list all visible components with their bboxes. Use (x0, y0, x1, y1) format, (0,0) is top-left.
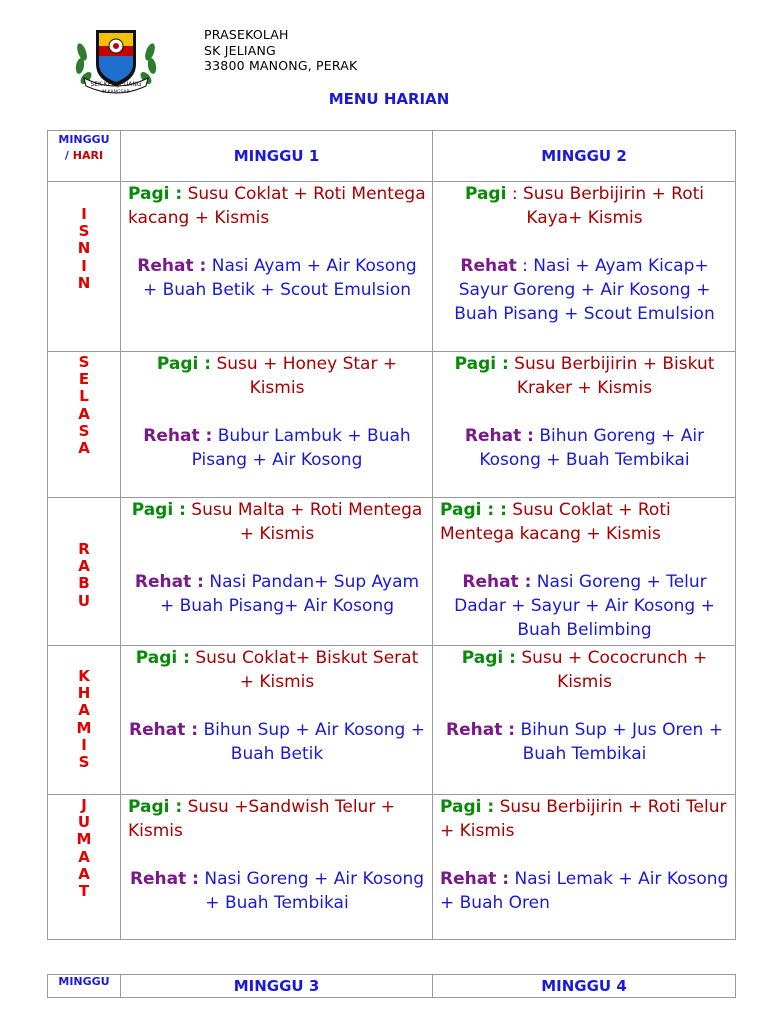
rehat-text: Nasi Goreng + Air Kosong + Buah Tembikai (198, 869, 425, 913)
school-line-1: PRASEKOLAH (204, 27, 289, 42)
day-letter: M (76, 718, 92, 737)
menu-cell (433, 498, 736, 646)
pagi-text: Susu + Cococrunch + Kismis (515, 648, 708, 692)
pagi-label: Pagi : (135, 648, 190, 668)
pagi-entry (128, 352, 426, 400)
table-row (48, 498, 736, 646)
day-cell-khamis (48, 646, 121, 795)
school-address (204, 27, 357, 74)
rehat-text: Nasi Pandan+ Sup Ayam + Buah Pisang+ Air Kosong (159, 572, 420, 616)
menu-cell (121, 182, 433, 352)
pagi-text: Susu Coklat+ Biskut Serat + Kismis (189, 648, 419, 692)
day-letter: M (76, 830, 92, 849)
pagi-label: Pagi : (454, 354, 509, 374)
day-letter: A (78, 557, 90, 576)
pagi-entry (128, 646, 426, 694)
day-letter: A (78, 439, 90, 458)
pagi-text: : Susu Berbijirin + Roti Kaya+ Kismis (506, 184, 705, 228)
day-letter: L (79, 387, 89, 406)
day-letter: A (78, 404, 90, 423)
menu-cell (121, 352, 433, 498)
day-letter: U (77, 813, 91, 832)
pagi-label: Pagi : (440, 797, 495, 817)
day-cell-isnin (48, 182, 121, 352)
table-row (48, 795, 736, 940)
rehat-label: Rehat (460, 256, 517, 276)
day-letter: N (77, 239, 91, 258)
week-header-3: MINGGU 3 (121, 975, 433, 998)
school-line-3: 33800 MANONG, PERAK (204, 58, 358, 73)
corner-hari-line (48, 148, 120, 164)
menu-cell (433, 182, 736, 352)
rehat-text: Nasi Goreng + Telur Dadar + Sayur + Air Kosong + Buah Belimbing (454, 572, 715, 640)
corner-cell (48, 131, 121, 182)
rehat-label: Rehat : (134, 572, 204, 592)
menu-cell (121, 646, 433, 795)
pagi-text: Susu + Honey Star + Kismis (211, 354, 398, 398)
day-letter: H (77, 684, 91, 703)
page-title: MENU HARIAN (328, 90, 450, 108)
rehat-text: Bihun Goreng + Air Kosong + Buah Tembikai (479, 426, 705, 470)
week-header-2: MINGGU 2 (433, 131, 736, 182)
pagi-text: Susu Berbijirin + Roti Telur + Kismis (440, 797, 727, 841)
week-header-1: MINGGU 1 (121, 131, 433, 182)
day-cell-selasa (48, 352, 121, 498)
pagi-label: Pagi (464, 184, 507, 204)
school-line-2: SK JELIANG (204, 42, 276, 58)
rehat-entry (128, 718, 426, 766)
rehat-label: Rehat : (462, 572, 532, 592)
day-letter: S (78, 753, 90, 772)
rehat-text: Nasi Lemak + Air Kosong + Buah Oren (440, 869, 729, 913)
day-letter: R (78, 540, 90, 558)
logo-banner-text: SEK.KEB.JELIANG (90, 81, 142, 88)
pagi-text: Susu Malta + Roti Mentega + Kismis (185, 500, 423, 544)
corner-slash: / (64, 149, 73, 162)
week-header-4: MINGGU 4 (433, 975, 736, 998)
day-letter: A (78, 864, 90, 883)
table-row (48, 352, 736, 498)
pagi-entry (440, 498, 729, 546)
rehat-text: Bubur Lambuk + Buah Pisang + Air Kosong (191, 426, 411, 470)
corner-cell-2: MINGGU (48, 975, 121, 998)
rehat-label: Rehat : (464, 426, 534, 446)
menu-table-2 (47, 974, 736, 998)
day-letter: S (78, 353, 90, 371)
table-header-row (48, 131, 736, 182)
menu-cell (121, 498, 433, 646)
pagi-label: Pagi : (128, 184, 183, 204)
rehat-label: Rehat : (129, 869, 199, 889)
table-row (48, 646, 736, 795)
rehat-text: Bihun Sup + Jus Oren + Buah Tembikai (515, 720, 723, 764)
pagi-text: Susu Berbijirin + Biskut Kraker + Kismis (508, 354, 715, 398)
day-letter: J (81, 796, 87, 814)
day-letter: T (78, 882, 90, 901)
menu-table-1 (47, 130, 736, 940)
pagi-label: Pagi : (131, 500, 186, 520)
table-row (48, 182, 736, 352)
day-letter: I (81, 256, 87, 275)
pagi-text: Susu Coklat + Roti Mentega kacang + Kismis (128, 184, 426, 228)
rehat-entry (440, 424, 729, 472)
day-letter: A (78, 847, 90, 866)
menu-cell (433, 795, 736, 940)
rehat-entry (440, 254, 729, 326)
rehat-entry (128, 867, 426, 915)
day-letter: U (77, 591, 91, 610)
day-letter: N (77, 273, 91, 292)
pagi-entry (440, 646, 729, 694)
rehat-label: Rehat : (129, 720, 199, 740)
day-letter: S (78, 421, 90, 440)
rehat-label: Rehat : (143, 426, 213, 446)
pagi-label: Pagi : (156, 354, 212, 374)
rehat-text: : Nasi + Ayam Kicap+ Sayur Goreng + Air Kosong + Buah Pisang + Scout Emulsion (454, 256, 715, 324)
pagi-text: Susu Coklat + Roti Mentega kacang + Kismis (440, 500, 671, 544)
corner-minggu: MINGGU (58, 133, 110, 146)
menu-cell (433, 352, 736, 498)
day-cell-rabu (48, 498, 121, 646)
rehat-entry (128, 424, 426, 472)
day-letter: S (78, 222, 90, 241)
rehat-label: Rehat : (137, 256, 207, 276)
pagi-entry (440, 352, 729, 400)
day-letter: A (78, 701, 90, 720)
day-letter: K (78, 667, 90, 685)
pagi-entry (128, 498, 426, 546)
rehat-entry (128, 570, 426, 618)
day-letter: I (81, 205, 87, 223)
table-header-row (48, 975, 736, 998)
pagi-text: Susu +Sandwish Telur + Kismis (128, 797, 395, 841)
logo-banner-subtext: M.KANGSAR (102, 90, 130, 95)
school-logo (74, 22, 158, 96)
day-letter: E (78, 370, 90, 389)
day-cell-jumaat (48, 795, 121, 940)
pagi-label: Pagi : : (440, 500, 507, 520)
menu-cell (433, 646, 736, 795)
rehat-entry (440, 867, 729, 915)
pagi-entry (440, 795, 729, 843)
day-letter: I (81, 735, 87, 754)
day-letter: B (78, 574, 90, 593)
menu-cell (121, 795, 433, 940)
rehat-text: Nasi Ayam + Air Kosong + Buah Betik + Scout Emulsion (142, 256, 417, 300)
rehat-entry (128, 254, 426, 302)
pagi-label: Pagi : (128, 797, 183, 817)
pagi-entry (128, 182, 426, 230)
pagi-entry (128, 795, 426, 843)
rehat-label: Rehat : (440, 869, 510, 889)
rehat-text: Bihun Sup + Air Kosong + Buah Betik (198, 720, 425, 764)
pagi-entry (440, 182, 729, 230)
rehat-entry (440, 570, 729, 642)
corner-hari: HARI (72, 149, 104, 162)
rehat-label: Rehat : (446, 720, 516, 740)
pagi-label: Pagi : (461, 648, 516, 668)
rehat-entry (440, 718, 729, 766)
